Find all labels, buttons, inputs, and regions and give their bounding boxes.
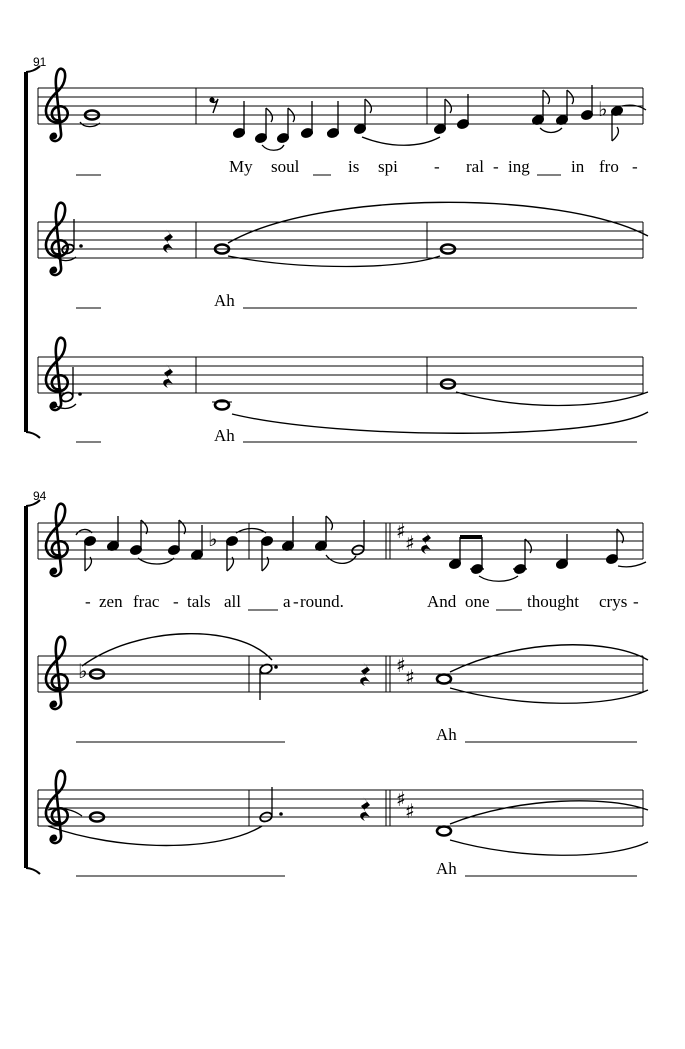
lyric: fro <box>599 157 619 176</box>
staff-2 <box>38 202 648 275</box>
lyric: all <box>224 592 241 611</box>
lyric: round. <box>300 592 344 611</box>
lyric: thought <box>527 592 579 611</box>
lyric: - <box>633 592 639 611</box>
lyric: - <box>632 157 638 176</box>
treble-clef <box>46 637 68 709</box>
lyric: - <box>493 157 499 176</box>
lyric: And <box>427 592 457 611</box>
lyrics-staff-3 <box>76 426 637 445</box>
staff-1 <box>38 504 646 582</box>
staff-1 <box>38 69 646 151</box>
svg-text:♭: ♭ <box>78 659 88 683</box>
sharp-icon: ♯ <box>396 787 406 811</box>
treble-clef <box>46 338 68 410</box>
lyric: Ah <box>436 725 457 744</box>
treble-clef <box>46 504 68 576</box>
staff-3 <box>38 338 648 434</box>
treble-clef <box>46 771 68 843</box>
eighth-rest <box>209 97 218 113</box>
lyrics-staff-1 <box>85 592 639 611</box>
lyric: - <box>85 592 91 611</box>
treble-clef <box>46 203 68 275</box>
lyric: is <box>348 157 360 176</box>
sharp-icon: ♯ <box>396 519 406 543</box>
sharp-icon: ♯ <box>405 531 415 555</box>
svg-text:♭: ♭ <box>598 97 608 121</box>
lyric: Ah <box>214 426 235 445</box>
system-1 <box>26 55 648 445</box>
lyric: Ah <box>214 291 235 310</box>
svg-text:♭: ♭ <box>208 527 218 551</box>
lyric: ral <box>466 157 484 176</box>
lyric: one <box>465 592 490 611</box>
lyric: in <box>571 157 585 176</box>
lyrics-staff-1 <box>76 157 638 176</box>
system-2 <box>26 489 648 878</box>
treble-clef <box>46 69 68 141</box>
lyric: - <box>173 592 179 611</box>
lyrics-staff-2 <box>76 725 637 744</box>
lyric: spi <box>378 157 398 176</box>
staff-3 <box>38 771 648 856</box>
lyric: zen <box>99 592 123 611</box>
lyric: soul <box>271 157 300 176</box>
staff-2 <box>38 634 648 709</box>
lyric: Ah <box>436 859 457 878</box>
lyrics-staff-2 <box>76 291 637 310</box>
lyric: ing <box>508 157 530 176</box>
measure-number: 91 <box>33 55 47 69</box>
sharp-icon: ♯ <box>405 799 415 823</box>
measure-number: 94 <box>33 489 47 503</box>
lyric: a <box>283 592 291 611</box>
lyric: - <box>293 592 299 611</box>
lyric: crys <box>599 592 628 611</box>
lyrics-staff-3 <box>76 859 637 878</box>
sharp-icon: ♯ <box>396 653 406 677</box>
lyric: - <box>434 157 440 176</box>
sharp-icon: ♯ <box>405 665 415 689</box>
lyric: tals <box>187 592 211 611</box>
lyric: My <box>229 157 253 176</box>
lyric: frac <box>133 592 160 611</box>
